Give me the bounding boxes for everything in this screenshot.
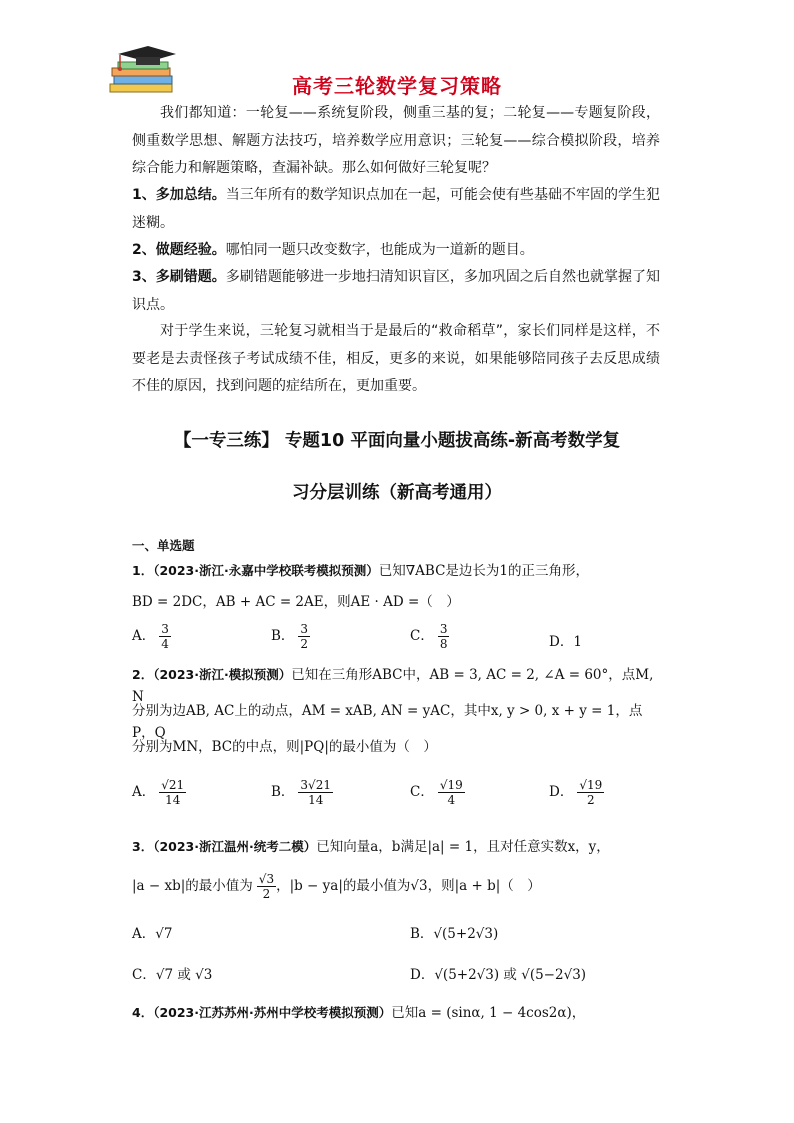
option-label: D． (549, 634, 574, 650)
question-2-option-d[interactable] (549, 778, 604, 807)
question-1 (132, 560, 662, 582)
option-text: √7 (155, 926, 173, 942)
option-fraction: $\frac{3}{2}$ (300, 622, 309, 651)
option-label: C． (132, 967, 156, 983)
option-label: D． (549, 784, 574, 800)
option-fraction: $\frac{3}{8}$ (439, 622, 448, 651)
question-1-text-line-1: 已知∇ABC是边长为1的正三角形， (378, 563, 590, 579)
option-text: √7 或 √3 (155, 967, 213, 983)
option-label: A． (132, 628, 156, 644)
option-fraction: $\frac{3}{4}$ (161, 622, 169, 651)
question-2-line-2: 分别为边AB, AC上的动点，AM = xAB, AN = yAC，其中x, y > 0, x + y = 1，点P，Q (132, 703, 643, 741)
question-3 (132, 836, 662, 858)
question-3-text-part-a: |a − xb|的最小值为 (132, 878, 253, 894)
question-2-option-c[interactable] (410, 778, 465, 807)
question-2-text-line-1: 已知在三角形ABC中，AB = 3, AC = 2, ∠A = 60°，点M, N (132, 667, 654, 705)
section-title-line-1: 【一专三练】 专题10 平面向量小题拔高练-新高考数学复 (173, 431, 621, 451)
option-label: D． (410, 967, 435, 983)
section-title-line-2: 习分层训练（新高考通用） (292, 483, 502, 503)
question-2-option-a[interactable] (132, 778, 186, 807)
question-2-number: 2． (132, 667, 154, 682)
intro-paragraph: 我们都知道：一轮复——系统复阶段，侧重三基的复；二轮复——专题复阶段，侧重数学思想、解题方法技巧，培养数学应用意识；三轮复——综合模拟阶段，培养综合能力和解题策略，查漏补缺。那么如何做好三轮复呢？ (132, 105, 660, 176)
question-1-source: （2023·浙江·永嘉中学校联考模拟预测） (153, 563, 379, 578)
option-text: 1 (573, 634, 582, 650)
option-text: √(5+2√3) 或 √(5−2√3) (434, 967, 587, 983)
option-label: C． (410, 784, 434, 800)
option-label: B． (271, 784, 295, 800)
question-3-option-d[interactable] (410, 963, 586, 983)
tip-item-1-text: 当三年所有的数学知识点加在一起，可能会使有些基础不牢固的学生犯迷糊。 (132, 187, 660, 231)
question-1-option-c[interactable] (410, 622, 449, 651)
question-3-option-a[interactable] (132, 922, 172, 942)
option-label: C． (410, 628, 434, 644)
option-label: A． (132, 784, 156, 800)
tip-item-2-heading: 2、做题经验。 (132, 242, 226, 258)
question-4-text-line-1: 已知a = (sinα, 1 − 4cos2α)， (391, 1005, 586, 1021)
question-3-option-b[interactable] (410, 922, 498, 942)
option-label: A． (132, 926, 156, 942)
question-1-option-b[interactable] (271, 622, 310, 651)
question-4 (132, 1002, 662, 1024)
question-2-option-b[interactable] (271, 778, 333, 807)
tip-item-1-heading: 1、多加总结。 (132, 187, 226, 203)
tip-item-3 (132, 264, 660, 319)
option-fraction: $\frac{√19}{2}$ (579, 778, 603, 807)
question-3-text-line-1: 已知向量a，b满足|a| = 1，且对任意实数x，y， (316, 839, 610, 855)
question-2-line-3: 分别为MN，BC的中点，则|PQ|的最小值为（ ） (132, 739, 437, 755)
option-label: B． (271, 628, 295, 644)
tip-item-2 (132, 237, 660, 265)
question-1-line-2: BD = 2DC，AB + AC = 2AE，则AE · AD =（ ） (132, 594, 460, 610)
tip-item-1 (132, 182, 660, 237)
question-2-source: （2023·浙江·模拟预测） (153, 667, 292, 682)
question-1-option-d[interactable] (549, 630, 582, 650)
option-fraction: $\frac{√21}{14}$ (161, 778, 185, 807)
question-3-text-part-b: ，|b − ya|的最小值为√3，则|a + b|（ ） (276, 878, 541, 894)
question-4-source: （2023·江苏苏州·苏州中学校考模拟预测） (153, 1005, 392, 1020)
option-fraction: $\frac{√19}{4}$ (439, 778, 463, 807)
question-1-number: 1． (132, 563, 154, 578)
tip-item-2-text: 哪怕同一题只改变数字，也能成为一道新的题目。 (225, 242, 534, 258)
option-text: √(5+2√3) (433, 926, 499, 942)
option-fraction: $\frac{3√21}{14}$ (300, 778, 331, 807)
question-3-line-2 (132, 872, 662, 901)
question-4-number: 4． (132, 1005, 154, 1020)
tip-item-3-heading: 3、多刷错题。 (132, 269, 226, 285)
option-label: B． (410, 926, 434, 942)
question-3-source: （2023·浙江温州·统考二模） (153, 839, 317, 854)
tip-item-3-text: 多刷错题能够进一步地扫清知识盲区，多加巩固之后自然也就掌握了知识点。 (132, 269, 660, 313)
question-3-number: 3． (132, 839, 154, 854)
question-3-fraction: $\frac{√3}{2}$ (258, 872, 275, 901)
closing-paragraph: 对于学生来说，三轮复习就相当于是最后的“救命稻草”，家长们同样是这样，不要老是去责怪孩子考试成绩不佳，相反，更多的来说，如果能够陪同孩子去反思成绩不佳的原因，找到问题的症结所在，更加重要。 (132, 323, 660, 394)
page-title: 高考三轮数学复习策略 (292, 74, 502, 98)
question-1-option-a[interactable] (132, 622, 171, 651)
part-heading: 一、单选题 (132, 538, 195, 553)
question-3-option-c[interactable] (132, 963, 212, 983)
